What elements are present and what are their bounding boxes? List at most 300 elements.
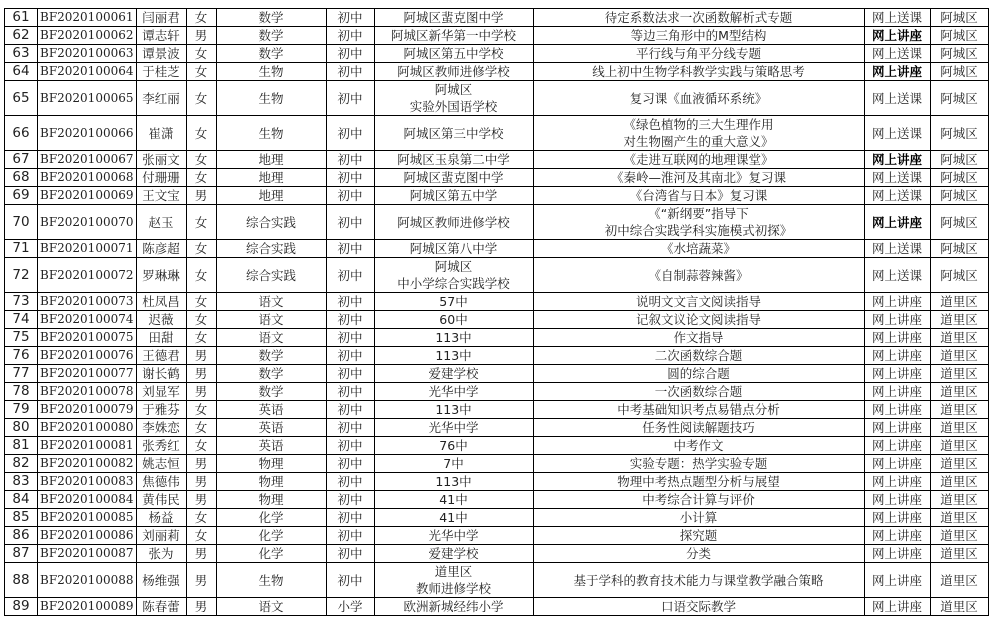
teacher-name-cell[interactable]: 于雅芬 (136, 401, 186, 419)
district-cell[interactable]: 道里区 (930, 383, 988, 401)
school-level-cell[interactable]: 初中 (326, 27, 374, 45)
teacher-name-cell[interactable]: 赵玉 (136, 205, 186, 240)
teacher-name-cell[interactable]: 王文宝 (136, 187, 186, 205)
district-cell[interactable]: 道里区 (930, 491, 988, 509)
table-row (5, 401, 989, 419)
record-id-cell[interactable]: BF2020100072 (38, 258, 137, 293)
district-cell[interactable]: 道里区 (930, 545, 988, 563)
subject-cell[interactable]: 数学 (216, 27, 326, 45)
district-cell[interactable]: 阿城区 (930, 151, 988, 169)
record-id-cell[interactable]: BF2020100087 (38, 545, 137, 563)
record-id-cell[interactable]: BF2020100066 (38, 116, 137, 151)
district-cell[interactable]: 阿城区 (930, 258, 988, 293)
row-number-cell[interactable]: 62 (5, 27, 38, 45)
district-cell[interactable]: 阿城区 (930, 9, 988, 27)
subject-cell[interactable]: 数学 (216, 9, 326, 27)
subject-cell[interactable]: 英语 (216, 437, 326, 455)
topic-cell[interactable] (533, 81, 864, 116)
delivery-form-cell[interactable]: 网上送课 (864, 81, 930, 116)
topic-cell[interactable] (533, 437, 864, 455)
row-number-cell[interactable]: 73 (5, 293, 38, 311)
gender-cell[interactable]: 女 (186, 401, 216, 419)
subject-cell[interactable]: 地理 (216, 187, 326, 205)
record-id-cell[interactable]: BF2020100085 (38, 509, 137, 527)
row-number-cell[interactable]: 89 (5, 598, 38, 616)
gender-cell[interactable]: 男 (186, 347, 216, 365)
school-cell[interactable] (374, 45, 533, 63)
delivery-form-cell[interactable]: 网上讲座 (864, 437, 930, 455)
teacher-name-cell[interactable]: 黄伟民 (136, 491, 186, 509)
record-id-cell[interactable]: BF2020100076 (38, 347, 137, 365)
teacher-name-cell[interactable]: 于桂芝 (136, 63, 186, 81)
row-number-cell[interactable]: 63 (5, 45, 38, 63)
row-number-cell[interactable]: 81 (5, 437, 38, 455)
record-id-cell[interactable]: BF2020100063 (38, 45, 137, 63)
teacher-name-cell[interactable]: 付珊珊 (136, 169, 186, 187)
record-id-cell[interactable]: BF2020100064 (38, 63, 137, 81)
school-cell[interactable] (374, 116, 533, 151)
school-level-cell[interactable]: 初中 (326, 563, 374, 598)
school-cell[interactable] (374, 240, 533, 258)
school-level-cell[interactable]: 初中 (326, 45, 374, 63)
gender-cell[interactable]: 女 (186, 205, 216, 240)
delivery-form-cell[interactable]: 网上送课 (864, 45, 930, 63)
school-level-cell[interactable]: 初中 (326, 419, 374, 437)
gender-cell[interactable]: 女 (186, 293, 216, 311)
topic-cell[interactable] (533, 455, 864, 473)
school-level-cell[interactable]: 初中 (326, 63, 374, 81)
gender-cell[interactable]: 女 (186, 151, 216, 169)
delivery-form-cell[interactable]: 网上讲座 (864, 455, 930, 473)
topic-cell[interactable] (533, 419, 864, 437)
delivery-form-cell[interactable]: 网上讲座 (864, 205, 930, 240)
district-cell[interactable]: 道里区 (930, 598, 988, 616)
row-number-cell[interactable]: 64 (5, 63, 38, 81)
subject-cell[interactable]: 化学 (216, 509, 326, 527)
topic-cell[interactable] (533, 116, 864, 151)
school-line: 阿城区蜚克图中学 (403, 10, 504, 25)
school-cell[interactable] (374, 81, 533, 116)
table-row (5, 205, 989, 240)
row-number-cell[interactable]: 70 (5, 205, 38, 240)
subject-cell[interactable]: 化学 (216, 545, 326, 563)
topic-line: 《台湾省与日本》复习课 (629, 188, 768, 203)
topic-line: 小计算 (679, 510, 718, 525)
topic-cell[interactable] (533, 27, 864, 45)
row-number-cell[interactable]: 61 (5, 9, 38, 27)
table-row (5, 563, 989, 598)
district-cell[interactable]: 道里区 (930, 473, 988, 491)
subject-cell[interactable]: 综合实践 (216, 240, 326, 258)
table-row (5, 27, 989, 45)
row-number-cell[interactable]: 68 (5, 169, 38, 187)
school-level-cell[interactable]: 初中 (326, 293, 374, 311)
district-cell[interactable]: 阿城区 (930, 116, 988, 151)
district-cell[interactable]: 道里区 (930, 419, 988, 437)
school-line: 60中 (439, 312, 468, 327)
record-id-cell[interactable]: BF2020100070 (38, 205, 137, 240)
school-cell[interactable] (374, 365, 533, 383)
teacher-name-cell[interactable]: 张为 (136, 545, 186, 563)
school-level-cell[interactable]: 初中 (326, 9, 374, 27)
district-cell[interactable]: 阿城区 (930, 187, 988, 205)
teacher-name-cell[interactable]: 李红丽 (136, 81, 186, 116)
subject-cell[interactable]: 物理 (216, 455, 326, 473)
school-level-cell[interactable]: 初中 (326, 169, 374, 187)
gender-cell[interactable]: 男 (186, 491, 216, 509)
record-id-cell[interactable]: BF2020100078 (38, 383, 137, 401)
topic-cell[interactable] (533, 491, 864, 509)
school-level-cell[interactable]: 初中 (326, 311, 374, 329)
school-level-cell[interactable]: 初中 (326, 187, 374, 205)
row-number-cell[interactable]: 85 (5, 509, 38, 527)
school-cell[interactable] (374, 401, 533, 419)
delivery-form-cell[interactable]: 网上讲座 (864, 383, 930, 401)
gender-cell[interactable]: 男 (186, 27, 216, 45)
district-cell[interactable]: 阿城区 (930, 27, 988, 45)
row-number-cell[interactable]: 66 (5, 116, 38, 151)
school-cell[interactable] (374, 491, 533, 509)
topic-cell[interactable] (533, 9, 864, 27)
gender-cell[interactable]: 女 (186, 169, 216, 187)
topic-cell[interactable] (533, 329, 864, 347)
gender-cell[interactable]: 女 (186, 45, 216, 63)
delivery-form-cell[interactable]: 网上讲座 (864, 419, 930, 437)
delivery-form-cell[interactable]: 网上讲座 (864, 329, 930, 347)
school-level-cell[interactable]: 初中 (326, 81, 374, 116)
topic-cell[interactable] (533, 365, 864, 383)
subject-cell[interactable]: 语文 (216, 329, 326, 347)
topic-cell[interactable] (533, 169, 864, 187)
teacher-name-cell[interactable]: 谭志轩 (136, 27, 186, 45)
gender-cell[interactable]: 女 (186, 63, 216, 81)
school-level-cell[interactable]: 初中 (326, 455, 374, 473)
gender-cell[interactable]: 男 (186, 455, 216, 473)
district-cell[interactable]: 阿城区 (930, 81, 988, 116)
delivery-form-cell[interactable]: 网上讲座 (864, 545, 930, 563)
school-level-cell[interactable]: 初中 (326, 545, 374, 563)
subject-cell[interactable]: 英语 (216, 419, 326, 437)
row-number-cell[interactable]: 71 (5, 240, 38, 258)
school-cell[interactable] (374, 9, 533, 27)
record-id-cell[interactable]: BF2020100089 (38, 598, 137, 616)
school-cell[interactable] (374, 293, 533, 311)
row-number-cell[interactable]: 80 (5, 419, 38, 437)
school-cell[interactable] (374, 347, 533, 365)
delivery-form-cell[interactable]: 网上送课 (864, 240, 930, 258)
subject-cell[interactable]: 语文 (216, 598, 326, 616)
record-id-cell[interactable]: BF2020100067 (38, 151, 137, 169)
delivery-form-cell[interactable]: 网上讲座 (864, 347, 930, 365)
school-level-cell[interactable]: 初中 (326, 205, 374, 240)
school-cell[interactable] (374, 311, 533, 329)
teacher-name-cell[interactable]: 姚志恒 (136, 455, 186, 473)
teacher-name-cell[interactable]: 刘丽莉 (136, 527, 186, 545)
row-number-cell[interactable]: 82 (5, 455, 38, 473)
topic-cell[interactable] (533, 527, 864, 545)
school-cell[interactable] (374, 383, 533, 401)
delivery-form-cell[interactable]: 网上讲座 (864, 27, 930, 45)
school-level-cell[interactable]: 初中 (326, 383, 374, 401)
school-level-cell[interactable]: 初中 (326, 401, 374, 419)
teacher-name-cell[interactable]: 李姝恋 (136, 419, 186, 437)
delivery-form-cell[interactable]: 网上讲座 (864, 293, 930, 311)
teacher-name-cell[interactable]: 张丽文 (136, 151, 186, 169)
row-number-cell[interactable]: 86 (5, 527, 38, 545)
school-cell[interactable] (374, 598, 533, 616)
subject-cell[interactable]: 数学 (216, 45, 326, 63)
school-level-cell[interactable]: 初中 (326, 347, 374, 365)
school-cell[interactable] (374, 63, 533, 81)
gender-cell[interactable]: 女 (186, 329, 216, 347)
gender-cell[interactable]: 女 (186, 240, 216, 258)
school-level-cell[interactable]: 初中 (326, 329, 374, 347)
district-cell[interactable]: 阿城区 (930, 169, 988, 187)
school-level-cell[interactable]: 初中 (326, 116, 374, 151)
topic-cell[interactable] (533, 151, 864, 169)
district-cell[interactable]: 道里区 (930, 401, 988, 419)
district-cell[interactable]: 道里区 (930, 455, 988, 473)
gender-cell[interactable]: 男 (186, 473, 216, 491)
record-id-cell[interactable]: BF2020100068 (38, 169, 137, 187)
row-number-cell[interactable]: 74 (5, 311, 38, 329)
row-number-cell[interactable]: 83 (5, 473, 38, 491)
school-cell[interactable] (374, 151, 533, 169)
gender-cell[interactable]: 女 (186, 419, 216, 437)
teacher-name-cell[interactable]: 谭景波 (136, 45, 186, 63)
teacher-name-cell[interactable]: 迟薇 (136, 311, 186, 329)
teacher-name-cell[interactable]: 罗琳琳 (136, 258, 186, 293)
school-level-cell[interactable]: 初中 (326, 473, 374, 491)
gender-cell[interactable]: 男 (186, 187, 216, 205)
school-cell[interactable] (374, 437, 533, 455)
topic-cell[interactable] (533, 473, 864, 491)
topic-cell[interactable] (533, 45, 864, 63)
school-level-cell[interactable]: 初中 (326, 258, 374, 293)
gender-cell[interactable]: 男 (186, 383, 216, 401)
row-number-cell[interactable]: 87 (5, 545, 38, 563)
delivery-form-cell[interactable]: 网上讲座 (864, 401, 930, 419)
school-cell[interactable] (374, 329, 533, 347)
topic-line: 等边三角形中的M型结构 (630, 28, 767, 43)
gender-cell[interactable]: 女 (186, 9, 216, 27)
subject-cell[interactable]: 物理 (216, 473, 326, 491)
subject-cell[interactable]: 化学 (216, 527, 326, 545)
delivery-form-cell[interactable]: 网上讲座 (864, 527, 930, 545)
delivery-form-cell[interactable]: 网上讲座 (864, 151, 930, 169)
topic-line: 探究题 (679, 528, 718, 543)
row-number-cell[interactable]: 75 (5, 329, 38, 347)
row-number-cell[interactable]: 79 (5, 401, 38, 419)
school-level-cell[interactable]: 初中 (326, 491, 374, 509)
district-cell[interactable]: 道里区 (930, 437, 988, 455)
delivery-form-cell[interactable]: 网上送课 (864, 258, 930, 293)
teacher-name-cell[interactable]: 杜凤昌 (136, 293, 186, 311)
record-id-cell[interactable]: BF2020100083 (38, 473, 137, 491)
record-id-cell[interactable]: BF2020100073 (38, 293, 137, 311)
delivery-form-cell[interactable]: 网上讲座 (864, 63, 930, 81)
topic-cell[interactable] (533, 401, 864, 419)
subject-cell[interactable]: 语文 (216, 293, 326, 311)
district-cell[interactable]: 阿城区 (930, 45, 988, 63)
topic-cell[interactable] (533, 598, 864, 616)
school-cell[interactable] (374, 169, 533, 187)
district-cell[interactable]: 道里区 (930, 329, 988, 347)
district-cell[interactable]: 阿城区 (930, 63, 988, 81)
teacher-name-cell[interactable]: 谢长鹤 (136, 365, 186, 383)
teacher-name-cell[interactable]: 崔潇 (136, 116, 186, 151)
row-number-cell[interactable]: 69 (5, 187, 38, 205)
teacher-name-cell[interactable]: 杨维强 (136, 563, 186, 598)
record-id-cell[interactable]: BF2020100082 (38, 455, 137, 473)
teacher-name-cell[interactable]: 杨益 (136, 509, 186, 527)
teacher-name-cell[interactable]: 张秀红 (136, 437, 186, 455)
record-id-cell[interactable]: BF2020100069 (38, 187, 137, 205)
delivery-form-cell[interactable]: 网上送课 (864, 9, 930, 27)
gender-cell[interactable]: 女 (186, 437, 216, 455)
gender-cell[interactable]: 女 (186, 81, 216, 116)
subject-cell[interactable]: 数学 (216, 383, 326, 401)
district-cell[interactable]: 阿城区 (930, 205, 988, 240)
subject-cell[interactable]: 数学 (216, 365, 326, 383)
row-number-cell[interactable]: 77 (5, 365, 38, 383)
topic-cell[interactable] (533, 545, 864, 563)
record-id-cell[interactable]: BF2020100074 (38, 311, 137, 329)
record-id-cell[interactable]: BF2020100075 (38, 329, 137, 347)
district-cell[interactable]: 道里区 (930, 563, 988, 598)
school-level-cell[interactable]: 初中 (326, 509, 374, 527)
school-cell[interactable] (374, 27, 533, 45)
row-number-cell[interactable]: 78 (5, 383, 38, 401)
delivery-form-cell[interactable]: 网上讲座 (864, 598, 930, 616)
record-id-cell[interactable]: BF2020100084 (38, 491, 137, 509)
row-number-cell[interactable]: 76 (5, 347, 38, 365)
topic-cell[interactable] (533, 509, 864, 527)
school-cell[interactable] (374, 258, 533, 293)
record-id-cell[interactable]: BF2020100065 (38, 81, 137, 116)
school-level-cell[interactable]: 小学 (326, 598, 374, 616)
row-number-cell[interactable]: 65 (5, 81, 38, 116)
gender-cell[interactable]: 男 (186, 598, 216, 616)
gender-cell[interactable]: 女 (186, 116, 216, 151)
record-id-cell[interactable]: BF2020100077 (38, 365, 137, 383)
row-number-cell[interactable]: 88 (5, 563, 38, 598)
school-cell[interactable] (374, 563, 533, 598)
topic-cell[interactable] (533, 293, 864, 311)
school-cell[interactable] (374, 187, 533, 205)
subject-cell[interactable]: 地理 (216, 151, 326, 169)
school-cell[interactable] (374, 527, 533, 545)
gender-cell[interactable]: 女 (186, 509, 216, 527)
school-cell[interactable] (374, 545, 533, 563)
school-cell[interactable] (374, 509, 533, 527)
school-level-cell[interactable]: 初中 (326, 527, 374, 545)
school-cell[interactable] (374, 455, 533, 473)
gender-cell[interactable]: 男 (186, 545, 216, 563)
subject-cell[interactable]: 英语 (216, 401, 326, 419)
teacher-name-cell[interactable]: 王德君 (136, 347, 186, 365)
district-cell[interactable]: 阿城区 (930, 240, 988, 258)
subject-cell[interactable]: 生物 (216, 81, 326, 116)
teacher-name-cell[interactable]: 焦德伟 (136, 473, 186, 491)
delivery-form-cell[interactable]: 网上讲座 (864, 491, 930, 509)
topic-cell[interactable] (533, 311, 864, 329)
record-id-cell[interactable]: BF2020100071 (38, 240, 137, 258)
teacher-name-cell[interactable]: 陈春蕾 (136, 598, 186, 616)
topic-cell[interactable] (533, 258, 864, 293)
teacher-name-cell[interactable]: 田甜 (136, 329, 186, 347)
teacher-name-cell[interactable]: 刘显军 (136, 383, 186, 401)
record-id-cell[interactable]: BF2020100080 (38, 419, 137, 437)
subject-cell[interactable]: 生物 (216, 116, 326, 151)
record-id-cell[interactable]: BF2020100079 (38, 401, 137, 419)
district-cell[interactable]: 道里区 (930, 347, 988, 365)
subject-cell[interactable]: 综合实践 (216, 205, 326, 240)
gender-cell[interactable]: 男 (186, 563, 216, 598)
school-level-cell[interactable]: 初中 (326, 437, 374, 455)
topic-cell[interactable] (533, 63, 864, 81)
school-cell[interactable] (374, 205, 533, 240)
topic-cell[interactable] (533, 347, 864, 365)
row-number-cell[interactable]: 67 (5, 151, 38, 169)
school-level-cell[interactable]: 初中 (326, 365, 374, 383)
subject-cell[interactable]: 生物 (216, 63, 326, 81)
subject-cell[interactable]: 物理 (216, 491, 326, 509)
delivery-form-cell[interactable]: 网上讲座 (864, 365, 930, 383)
delivery-form-cell[interactable]: 网上讲座 (864, 563, 930, 598)
delivery-form-cell[interactable]: 网上送课 (864, 116, 930, 151)
topic-cell[interactable] (533, 240, 864, 258)
delivery-form-cell[interactable]: 网上讲座 (864, 473, 930, 491)
school-cell[interactable] (374, 419, 533, 437)
topic-cell[interactable] (533, 383, 864, 401)
school-cell[interactable] (374, 473, 533, 491)
delivery-form-cell[interactable]: 网上送课 (864, 187, 930, 205)
district-cell[interactable]: 道里区 (930, 365, 988, 383)
topic-cell[interactable] (533, 187, 864, 205)
subject-cell[interactable]: 数学 (216, 347, 326, 365)
subject-cell[interactable]: 地理 (216, 169, 326, 187)
row-number-cell[interactable]: 72 (5, 258, 38, 293)
record-id-cell[interactable]: BF2020100086 (38, 527, 137, 545)
subject-cell[interactable]: 语文 (216, 311, 326, 329)
row-number-cell[interactable]: 84 (5, 491, 38, 509)
district-cell[interactable]: 道里区 (930, 311, 988, 329)
record-id-cell[interactable]: BF2020100062 (38, 27, 137, 45)
gender-cell[interactable]: 女 (186, 311, 216, 329)
district-cell[interactable]: 道里区 (930, 293, 988, 311)
delivery-form-cell[interactable]: 网上讲座 (864, 509, 930, 527)
gender-cell[interactable]: 女 (186, 258, 216, 293)
topic-cell[interactable] (533, 205, 864, 240)
teacher-name-cell[interactable]: 陈彦超 (136, 240, 186, 258)
district-cell[interactable]: 道里区 (930, 527, 988, 545)
gender-cell[interactable]: 男 (186, 365, 216, 383)
subject-cell[interactable]: 综合实践 (216, 258, 326, 293)
record-id-cell[interactable]: BF2020100088 (38, 563, 137, 598)
record-id-cell[interactable]: BF2020100061 (38, 9, 137, 27)
school-level-cell[interactable]: 初中 (326, 151, 374, 169)
record-id-cell[interactable]: BF2020100081 (38, 437, 137, 455)
subject-cell[interactable]: 生物 (216, 563, 326, 598)
district-cell[interactable]: 道里区 (930, 509, 988, 527)
school-level-cell[interactable]: 初中 (326, 240, 374, 258)
teacher-name-cell[interactable]: 闫丽君 (136, 9, 186, 27)
delivery-form-cell[interactable]: 网上送课 (864, 169, 930, 187)
topic-cell[interactable] (533, 563, 864, 598)
gender-cell[interactable]: 女 (186, 527, 216, 545)
delivery-form-cell[interactable]: 网上讲座 (864, 311, 930, 329)
